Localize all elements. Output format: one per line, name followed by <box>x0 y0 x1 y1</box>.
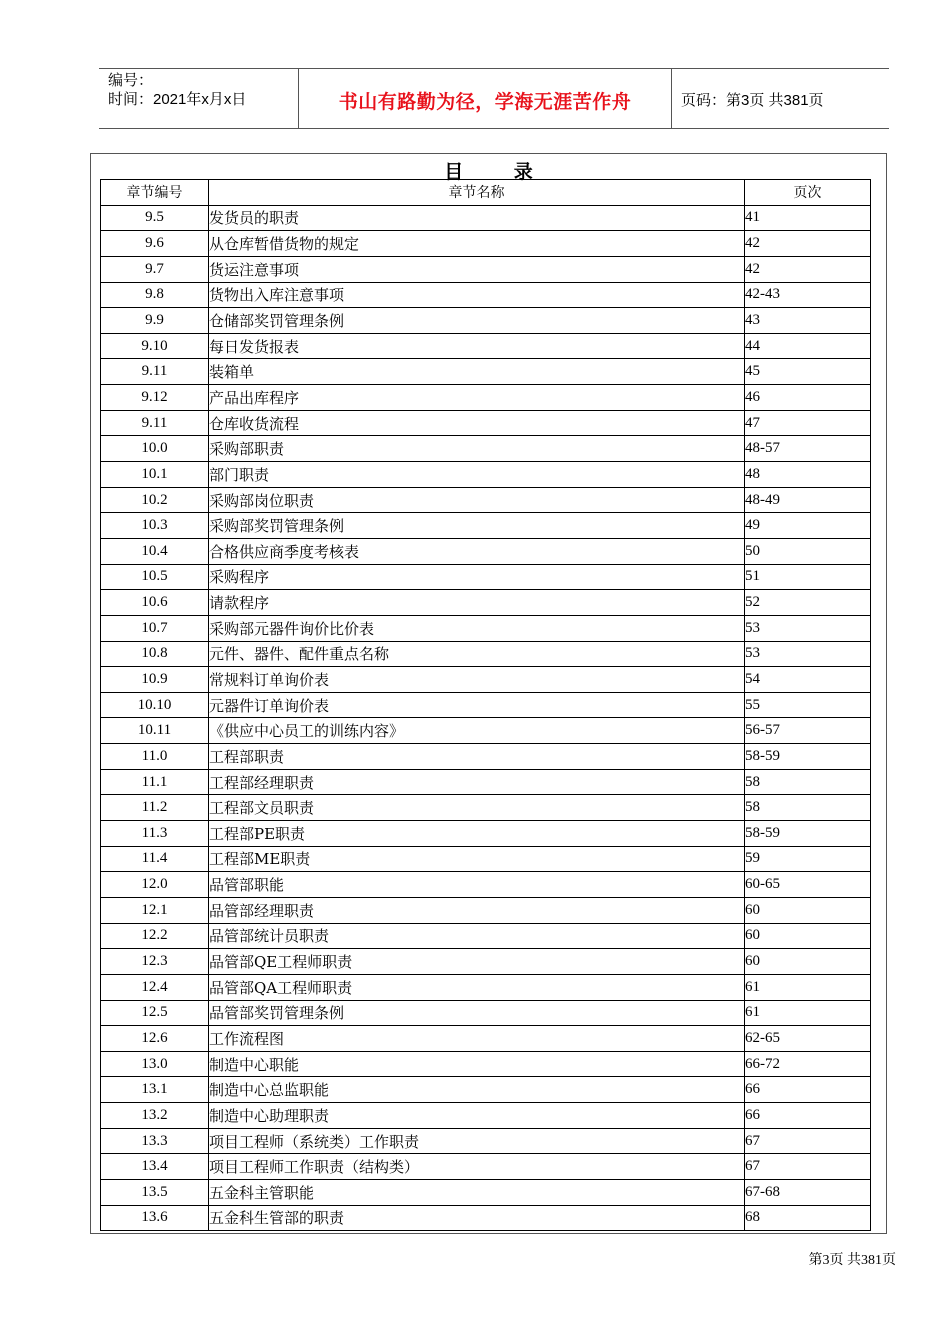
chapter-name: 《供应中心员工的训练内容》 <box>209 718 745 744</box>
page-footer: 第3页 共381页 <box>808 1253 896 1268</box>
page-number: 42 <box>745 256 871 282</box>
table-row <box>101 1000 871 1026</box>
table-row <box>101 1077 871 1103</box>
chapter-name: 常规料订单询价表 <box>209 667 745 693</box>
chapter-name: 装箱单 <box>209 359 745 385</box>
table-row <box>101 1051 871 1077</box>
page-number: 42 <box>745 231 871 257</box>
page-number: 62-65 <box>745 1026 871 1052</box>
table-row <box>101 436 871 462</box>
chapter-name: 品管部经理职责 <box>209 897 745 923</box>
chapter-number: 13.2 <box>101 1103 209 1129</box>
page-number: 44 <box>745 333 871 359</box>
chapter-name: 部门职责 <box>209 462 745 488</box>
page-number: 53 <box>745 615 871 641</box>
table-row <box>101 231 871 257</box>
chapter-number: 11.0 <box>101 744 209 770</box>
page-number: 67-68 <box>745 1179 871 1205</box>
chapter-number: 9.12 <box>101 385 209 411</box>
table-row <box>101 795 871 821</box>
chapter-number: 12.6 <box>101 1026 209 1052</box>
table-row <box>101 872 871 898</box>
table-row <box>101 1128 871 1154</box>
header-page-info: 页码：第3页 共381页 <box>681 92 824 109</box>
chapter-number: 9.11 <box>101 410 209 436</box>
chapter-number: 9.5 <box>101 205 209 231</box>
table-row <box>101 538 871 564</box>
page-number: 48-57 <box>745 436 871 462</box>
page-number: 43 <box>745 308 871 334</box>
chapter-number: 10.9 <box>101 667 209 693</box>
chapter-name: 工程部PE职责 <box>209 821 745 847</box>
chapter-name: 采购程序 <box>209 564 745 590</box>
page-number: 52 <box>745 590 871 616</box>
chapter-name: 元器件订单询价表 <box>209 692 745 718</box>
chapter-name: 采购部职责 <box>209 436 745 462</box>
chapter-name: 合格供应商季度考核表 <box>209 538 745 564</box>
column-header-page: 页次 <box>745 180 871 206</box>
page-number: 58-59 <box>745 821 871 847</box>
chapter-number: 9.9 <box>101 308 209 334</box>
table-row <box>101 205 871 231</box>
page-number: 66 <box>745 1077 871 1103</box>
chapter-number: 12.5 <box>101 1000 209 1026</box>
chapter-number: 9.7 <box>101 256 209 282</box>
page-number: 66 <box>745 1103 871 1129</box>
table-row <box>101 333 871 359</box>
table-row <box>101 949 871 975</box>
chapter-number: 10.4 <box>101 538 209 564</box>
chapter-name: 仓库收货流程 <box>209 410 745 436</box>
page-number: 48 <box>745 462 871 488</box>
chapter-name: 从仓库暂借货物的规定 <box>209 231 745 257</box>
chapter-number: 9.8 <box>101 282 209 308</box>
chapter-number: 13.1 <box>101 1077 209 1103</box>
header-left-cell <box>99 69 299 128</box>
chapter-name: 工程部ME职责 <box>209 846 745 872</box>
table-row <box>101 1026 871 1052</box>
column-header-chapter-number: 章节编号 <box>101 180 209 206</box>
table-row <box>101 744 871 770</box>
chapter-name: 货物出入库注意事项 <box>209 282 745 308</box>
chapter-name: 品管部统计员职责 <box>209 923 745 949</box>
page-number: 67 <box>745 1128 871 1154</box>
chapter-number: 12.3 <box>101 949 209 975</box>
chapter-name: 项目工程师工作职责（结构类） <box>209 1154 745 1180</box>
chapter-number: 11.2 <box>101 795 209 821</box>
page-number: 60-65 <box>745 872 871 898</box>
page-number: 55 <box>745 692 871 718</box>
page-number: 45 <box>745 359 871 385</box>
chapter-number: 13.6 <box>101 1205 209 1231</box>
chapter-number: 12.1 <box>101 897 209 923</box>
table-row <box>101 564 871 590</box>
chapter-number: 9.10 <box>101 333 209 359</box>
page-number: 61 <box>745 974 871 1000</box>
chapter-name: 采购部元器件询价比价表 <box>209 615 745 641</box>
chapter-name: 工作流程图 <box>209 1026 745 1052</box>
chapter-number: 10.1 <box>101 462 209 488</box>
table-row <box>101 615 871 641</box>
table-row <box>101 718 871 744</box>
page-number: 54 <box>745 667 871 693</box>
table-row <box>101 1154 871 1180</box>
table-row <box>101 1103 871 1129</box>
document-time: 时间：2021年x月x日 <box>108 91 247 108</box>
chapter-name: 品管部QA工程师职责 <box>209 974 745 1000</box>
page-number: 56-57 <box>745 718 871 744</box>
page-number: 58 <box>745 795 871 821</box>
chapter-number: 10.11 <box>101 718 209 744</box>
page-number: 49 <box>745 513 871 539</box>
table-row <box>101 769 871 795</box>
chapter-name: 工程部经理职责 <box>209 769 745 795</box>
table-row <box>101 897 871 923</box>
chapter-name: 品管部奖罚管理条例 <box>209 1000 745 1026</box>
table-row <box>101 846 871 872</box>
table-row <box>101 1205 871 1231</box>
toc-body <box>101 205 871 1231</box>
page-number: 46 <box>745 385 871 411</box>
chapter-number: 13.5 <box>101 1179 209 1205</box>
table-row <box>101 667 871 693</box>
chapter-number: 10.3 <box>101 513 209 539</box>
page-number: 47 <box>745 410 871 436</box>
table-row <box>101 1179 871 1205</box>
chapter-name: 货运注意事项 <box>209 256 745 282</box>
chapter-name: 发货员的职责 <box>209 205 745 231</box>
chapter-name: 五金科生管部的职责 <box>209 1205 745 1231</box>
header-right-cell <box>672 69 889 128</box>
table-row <box>101 410 871 436</box>
page-number: 67 <box>745 1154 871 1180</box>
table-row <box>101 923 871 949</box>
page-number: 41 <box>745 205 871 231</box>
page-number: 60 <box>745 949 871 975</box>
chapter-number: 11.1 <box>101 769 209 795</box>
chapter-name: 请款程序 <box>209 590 745 616</box>
chapter-name: 产品出库程序 <box>209 385 745 411</box>
page-number: 58-59 <box>745 744 871 770</box>
chapter-name: 品管部QE工程师职责 <box>209 949 745 975</box>
chapter-number: 13.4 <box>101 1154 209 1180</box>
toc-header-row <box>101 180 871 206</box>
chapter-number: 9.11 <box>101 359 209 385</box>
chapter-name: 采购部岗位职责 <box>209 487 745 513</box>
chapter-number: 13.0 <box>101 1051 209 1077</box>
table-row <box>101 282 871 308</box>
page-number: 60 <box>745 923 871 949</box>
page-number: 42-43 <box>745 282 871 308</box>
page-number: 59 <box>745 846 871 872</box>
chapter-number: 11.4 <box>101 846 209 872</box>
chapter-name: 项目工程师（系统类）工作职责 <box>209 1128 745 1154</box>
table-row <box>101 513 871 539</box>
chapter-number: 10.10 <box>101 692 209 718</box>
chapter-name: 制造中心职能 <box>209 1051 745 1077</box>
toc-title: 目 录 <box>444 161 555 183</box>
chapter-name: 工程部职责 <box>209 744 745 770</box>
document-number-label: 编号： <box>108 72 154 89</box>
chapter-number: 10.5 <box>101 564 209 590</box>
chapter-number: 10.0 <box>101 436 209 462</box>
chapter-number: 9.6 <box>101 231 209 257</box>
table-row <box>101 641 871 667</box>
chapter-name: 五金科主管职能 <box>209 1179 745 1205</box>
chapter-name: 品管部职能 <box>209 872 745 898</box>
table-row <box>101 590 871 616</box>
table-row <box>101 359 871 385</box>
chapter-number: 11.3 <box>101 821 209 847</box>
table-row <box>101 974 871 1000</box>
table-row <box>101 385 871 411</box>
table-row <box>101 256 871 282</box>
table-row <box>101 487 871 513</box>
chapter-name: 仓储部奖罚管理条例 <box>209 308 745 334</box>
table-row <box>101 821 871 847</box>
chapter-name: 制造中心助理职责 <box>209 1103 745 1129</box>
chapter-number: 10.6 <box>101 590 209 616</box>
chapter-name: 采购部奖罚管理条例 <box>209 513 745 539</box>
page-number: 60 <box>745 897 871 923</box>
document-header <box>99 68 889 129</box>
chapter-number: 12.4 <box>101 974 209 1000</box>
page-number: 53 <box>745 641 871 667</box>
table-row <box>101 308 871 334</box>
chapter-name: 元件、器件、配件重点名称 <box>209 641 745 667</box>
page-number: 51 <box>745 564 871 590</box>
page-number: 50 <box>745 538 871 564</box>
chapter-number: 10.7 <box>101 615 209 641</box>
chapter-number: 13.3 <box>101 1128 209 1154</box>
column-header-chapter-name: 章节名称 <box>209 180 745 206</box>
page-number: 61 <box>745 1000 871 1026</box>
chapter-number: 10.8 <box>101 641 209 667</box>
chapter-number: 12.0 <box>101 872 209 898</box>
page-number: 66-72 <box>745 1051 871 1077</box>
chapter-name: 每日发货报表 <box>209 333 745 359</box>
table-row <box>101 692 871 718</box>
chapter-number: 10.2 <box>101 487 209 513</box>
table-row <box>101 462 871 488</box>
chapter-name: 制造中心总监职能 <box>209 1077 745 1103</box>
chapter-number: 12.2 <box>101 923 209 949</box>
chapter-name: 工程部文员职责 <box>209 795 745 821</box>
header-middle-cell <box>299 69 672 128</box>
header-motto: 书山有路勤为径，学海无涯苦作舟 <box>338 91 632 113</box>
page-number: 48-49 <box>745 487 871 513</box>
page-number: 68 <box>745 1205 871 1231</box>
page-number: 58 <box>745 769 871 795</box>
toc-table <box>100 179 871 1231</box>
